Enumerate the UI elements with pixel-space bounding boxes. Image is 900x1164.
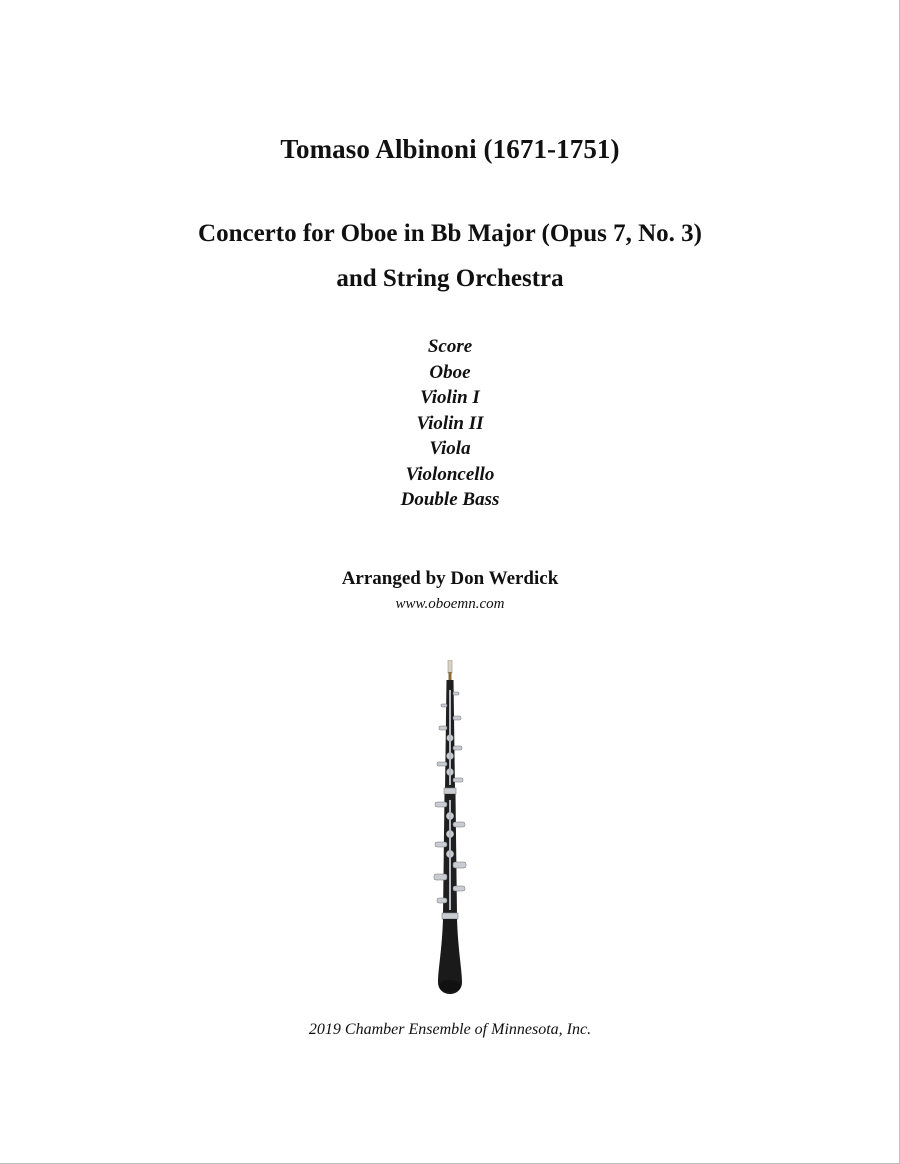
part-double-bass: Double Bass: [400, 489, 500, 510]
oboe-upper-keys: [437, 690, 463, 785]
work-title-line-2: and String Orchestra: [336, 265, 564, 292]
work-title-line-1: Concerto for Oboe in Bb Major (Opus 7, No. 3): [198, 220, 702, 247]
oboe-tenon-ring-1: [444, 788, 456, 794]
part-viola: Viola: [429, 438, 471, 459]
arranger-credit: Arranged by Don Werdick: [341, 568, 559, 589]
oboe-reed: [448, 660, 452, 673]
oboe-staple: [449, 672, 452, 680]
part-violin-2: Violin II: [416, 412, 484, 434]
part-violoncello: Violoncello: [405, 463, 495, 485]
oboe-image: [425, 660, 475, 995]
part-violin-1: Violin I: [420, 387, 480, 408]
composer-heading: Tomaso Albinoni (1671-1751): [280, 134, 620, 164]
oboe-tenon-ring-2: [442, 913, 458, 919]
part-oboe: Oboe: [429, 361, 471, 383]
oboe-bell-rim: [439, 980, 461, 992]
copyright-notice: 2019 Chamber Ensemble of Minnesota, Inc.: [308, 1021, 592, 1038]
oboe-lower-keys: [434, 800, 466, 910]
website-text: www.oboemn.com: [395, 596, 505, 612]
part-score: Score: [427, 336, 473, 357]
parts-list: [0, 334, 900, 513]
